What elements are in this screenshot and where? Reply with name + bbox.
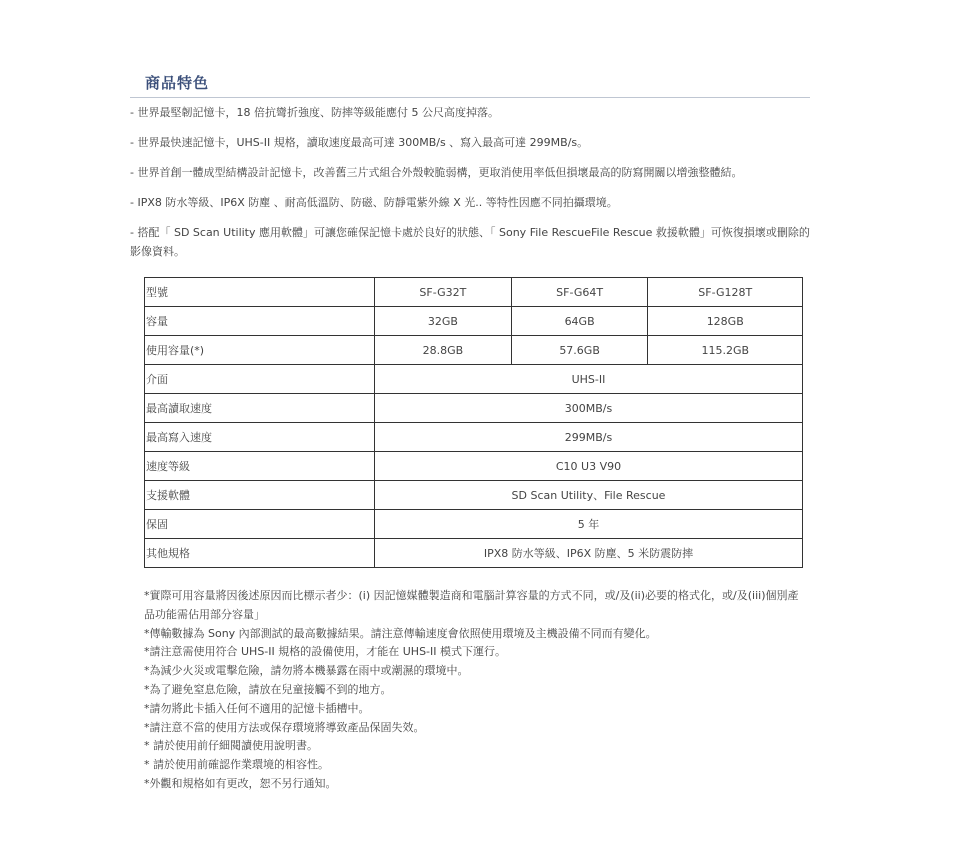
spec-cell: 57.6GB (511, 336, 648, 365)
footnote: *為減少火災或電擊危險，請勿將本機暴露在雨中或潮濕的環境中。 (144, 664, 469, 678)
spec-row-other (145, 539, 803, 568)
spec-row-interface (145, 365, 803, 394)
spec-label: 使用容量(*) (145, 336, 375, 365)
spec-row-write-speed (145, 423, 803, 452)
feature-item: - 世界最快速記憶卡，UHS-II 規格，讀取速度最高可達 300MB/s 、寫入最高可達 299MB/s。 (130, 136, 589, 149)
feature-item: - 世界最堅韌記憶卡，18 倍抗彎折強度、防摔等級能應付 5 公尺高度掉落。 (130, 106, 499, 119)
spec-row-model (145, 278, 803, 307)
spec-table (144, 277, 803, 568)
spec-label: 其他規格 (145, 539, 375, 568)
spec-cell: 64GB (511, 307, 648, 336)
footnotes (144, 587, 806, 794)
feature-item: - 世界首創一體成型結構設計記憶卡，改善舊三片式組合外殼較脆弱構，更取消使用率低但損壞最高的防寫開關以增強整體結。 (130, 166, 743, 179)
spec-label: 最高讀取速度 (145, 394, 375, 423)
spec-row-read-speed (145, 394, 803, 423)
spec-row-usable (145, 336, 803, 365)
spec-label: 支援軟體 (145, 481, 375, 510)
spec-cell: SD Scan Utility、File Rescue (375, 481, 803, 510)
spec-cell: 5 年 (375, 510, 803, 539)
footnote: *請注意不當的使用方法或保存環境將導致產品保固失效。 (144, 720, 425, 734)
spec-cell: SF-G64T (511, 278, 648, 307)
spec-cell: IPX8 防水等級、IP6X 防塵、5 米防震防摔 (375, 539, 803, 568)
spec-cell: 128GB (648, 307, 803, 336)
feature-item: - 搭配「 SD Scan Utility 應用軟體」可讓您確保記憶卡處於良好的狀態、「 Sony File RescueFile Rescue 救援軟體」可恢復損壞或刪除的影像資料。 (130, 226, 810, 258)
spec-cell: SF-G32T (375, 278, 512, 307)
feature-list (130, 103, 812, 272)
footnote: *為了避免窒息危險，請放在兒童接觸不到的地方。 (144, 682, 392, 696)
footnote: *傳輸數據為 Sony 內部測試的最高數據結果。請注意傳輸速度會依照使用環境及主機設備不同而有變化。 (144, 626, 657, 640)
spec-row-warranty (145, 510, 803, 539)
spec-row-capacity (145, 307, 803, 336)
footnote: * 請於使用前仔細閱讀使用說明書。 (144, 739, 318, 753)
spec-cell: SF-G128T (648, 278, 803, 307)
spec-cell: 300MB/s (375, 394, 803, 423)
spec-label: 速度等級 (145, 452, 375, 481)
spec-cell: UHS-II (375, 365, 803, 394)
footnote: *實際可用容量將因後述原因而比標示者少：(i) 因記憶媒體製造商和電腦計算容量的方式不同，或/及(ii)必要的格式化，或/及(iii)個別產品功能需佔用部分容量」 (144, 589, 799, 621)
section-title: 商品特色 (145, 74, 210, 92)
footnote: * 請於使用前確認作業環境的相容性。 (144, 758, 329, 772)
spec-row-speed-class (145, 452, 803, 481)
spec-label: 容量 (145, 307, 375, 336)
spec-cell: 115.2GB (648, 336, 803, 365)
spec-label: 型號 (145, 278, 375, 307)
footnote: *外觀和規格如有更改，恕不另行通知。 (144, 776, 337, 790)
spec-cell: 32GB (375, 307, 512, 336)
spec-cell: 299MB/s (375, 423, 803, 452)
spec-label: 最高寫入速度 (145, 423, 375, 452)
spec-cell: 28.8GB (375, 336, 512, 365)
spec-cell: C10 U3 V90 (375, 452, 803, 481)
footnote: *請勿將此卡插入任何不適用的記憶卡插槽中。 (144, 701, 370, 715)
spec-label: 介面 (145, 365, 375, 394)
spec-label: 保固 (145, 510, 375, 539)
footnote: *請注意需使用符合 UHS-II 規格的設備使用，才能在 UHS-II 模式下運行。 (144, 645, 507, 659)
title-divider (130, 97, 810, 98)
feature-item: - IPX8 防水等級、IP6X 防塵 、耐高低溫防、防磁、防靜電紫外線 X 光.. 等特性因應不同拍攝環境。 (130, 196, 618, 209)
spec-row-software (145, 481, 803, 510)
